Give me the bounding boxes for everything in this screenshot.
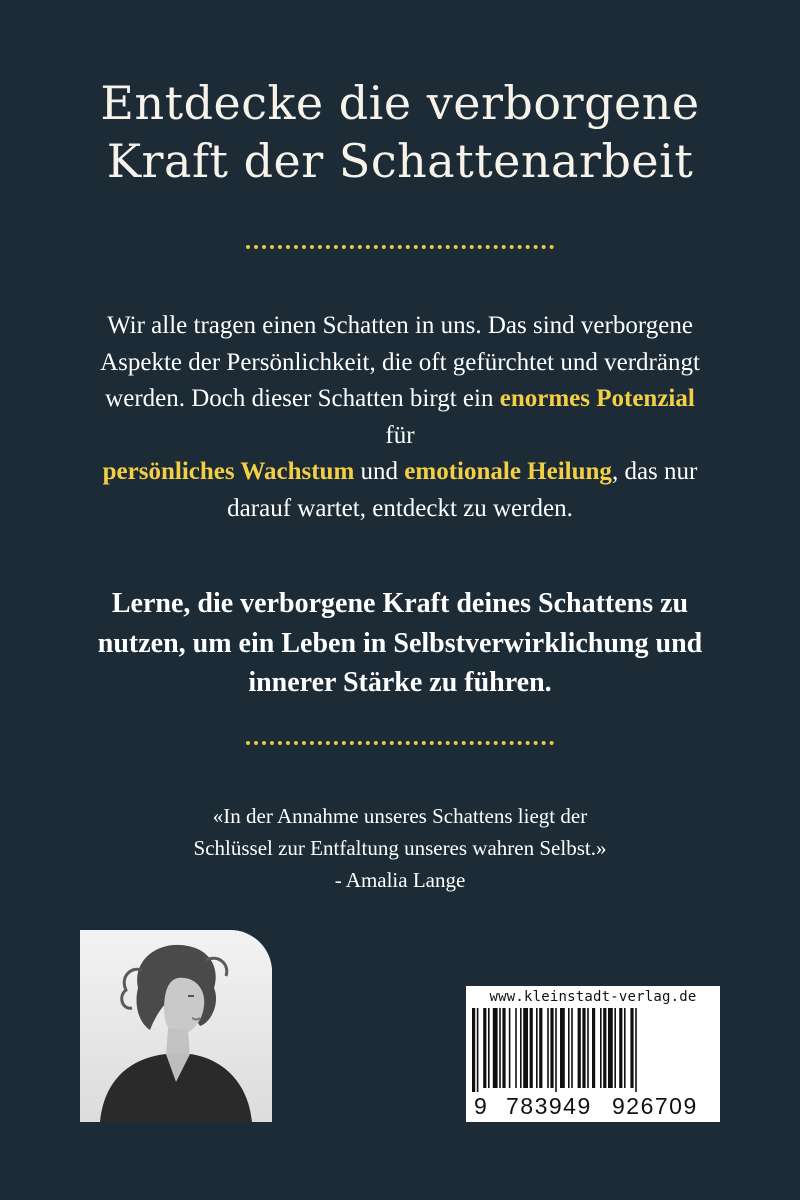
barcode-bar xyxy=(600,1008,602,1088)
barcode-bar xyxy=(614,1008,616,1088)
barcode-bar xyxy=(547,1008,549,1088)
barcode-bar xyxy=(592,1008,595,1088)
quote-line-1: «In der Annahme unseres Schattens liegt der xyxy=(212,804,588,828)
dotted-divider-top xyxy=(246,245,554,249)
barcode-bar xyxy=(488,1008,490,1088)
barcode-bar xyxy=(578,1008,581,1088)
isbn-group-2: 926709 xyxy=(612,1093,698,1119)
barcode-bar xyxy=(523,1008,528,1088)
author-portrait-icon xyxy=(80,930,272,1122)
barcode-bar xyxy=(582,1008,585,1088)
intro-text-3: und xyxy=(354,458,405,485)
barcode-bar xyxy=(539,1008,542,1088)
isbn-barcode xyxy=(466,1008,720,1094)
highlight-potential: enormes Potenzial xyxy=(499,385,695,412)
barcode-bar xyxy=(509,1008,511,1088)
barcode-bar xyxy=(493,1008,498,1088)
barcode-bar xyxy=(603,1008,606,1088)
barcode-bar xyxy=(520,1008,522,1088)
barcode-bar xyxy=(568,1008,570,1088)
barcode-bar xyxy=(608,1008,613,1088)
barcode-bar xyxy=(619,1008,622,1088)
barcode-bar xyxy=(571,1008,573,1088)
isbn-prefix: 9 xyxy=(474,1093,487,1119)
barcode-bar xyxy=(536,1008,538,1088)
intro-text-4: , das nur darauf wartet, entdeckt zu werden. xyxy=(227,458,698,522)
barcode-bar xyxy=(587,1008,589,1088)
intro-paragraph xyxy=(100,308,700,527)
barcode-bar xyxy=(630,1008,633,1088)
barcode-bar xyxy=(515,1008,517,1088)
publisher-url: www.kleinstadt-verlag.de xyxy=(489,989,697,1005)
intro-text-1: Wir alle tragen einen Schatten in uns. Das sind verborgene Aspekte der Persönlichkeit, die oft gefürchtet und verdrängt werden. Doch dieser Schatten birgt ein xyxy=(100,312,700,412)
barcode-bar xyxy=(499,1008,501,1088)
barcode-bar xyxy=(483,1008,486,1088)
title-line-2: Kraft der Schattenarbeit xyxy=(106,134,694,188)
dotted-divider-bottom xyxy=(246,741,554,745)
intro-text-2: für xyxy=(385,421,415,449)
isbn-group-1: 783949 xyxy=(506,1093,592,1119)
barcode-bar xyxy=(550,1008,553,1088)
highlight-healing: emotionale Heilung xyxy=(404,458,612,485)
barcode-bar xyxy=(560,1008,565,1088)
barcode-bar xyxy=(502,1008,505,1088)
quote-block xyxy=(100,800,700,896)
barcode-bar xyxy=(472,1008,475,1092)
callout-text: Lerne, die verborgene Kraft deines Schattens zu nutzen, um ein Leben in Selbstverwirklichung und innerer Stärke zu führen. xyxy=(97,588,703,698)
quote-author: - Amalia Lange xyxy=(334,868,466,892)
barcode-bar xyxy=(555,1008,557,1092)
highlight-growth: persönliches Wachstum xyxy=(102,458,355,485)
barcode-bar xyxy=(624,1008,626,1088)
barcode-bar xyxy=(477,1008,479,1092)
title-line-1: Entdecke die verborgene xyxy=(100,76,700,130)
barcode-bar xyxy=(635,1008,637,1092)
isbn-number xyxy=(466,1093,720,1119)
barcode-bar xyxy=(530,1008,533,1088)
quote-line-2: Schlüssel zur Entfaltung unseres wahren Selbst.» xyxy=(193,836,607,860)
author-photo xyxy=(80,930,272,1122)
cover-title xyxy=(0,74,800,190)
